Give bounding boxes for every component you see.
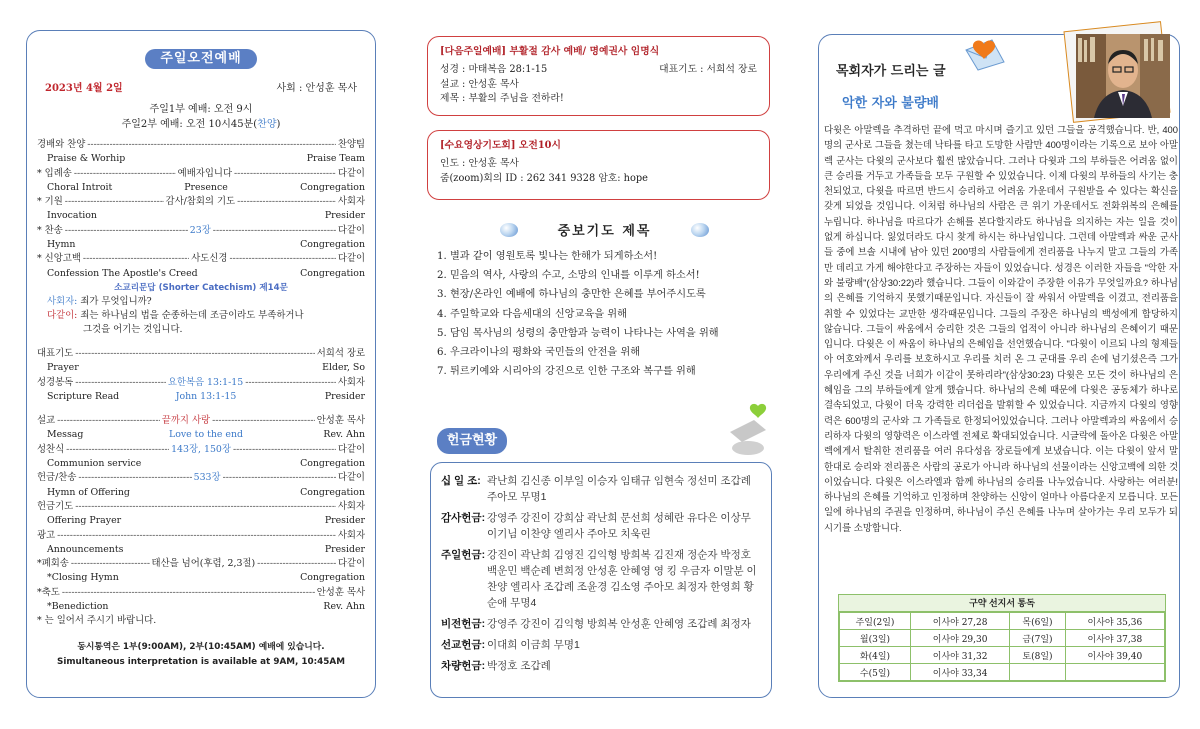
dash-leader [57,529,336,543]
order-row [37,195,365,209]
english-text: Congregation [300,181,365,193]
offering-names: 강영주 강진이 김익형 방희복 안성훈 안혜영 조갑례 최정자 [487,618,751,630]
order-item-detail: 예배자입니다 [177,167,232,179]
order-row [37,376,365,390]
next-week-box [427,36,770,116]
order-item-detail: 감사/참회의 기도 [165,196,236,208]
dash-leader [234,167,336,181]
order-row-english [37,543,365,557]
answer-text-1: 죄는 하나님의 법을 순종하는데 조금이라도 부족하거나 [80,309,304,321]
next-week-title: 제목 : 부활의 주님을 전하라! [440,93,564,104]
offering-names: 이대희 이금희 무명1 [487,639,580,651]
order-item-leader: 안성훈 목사 [316,415,365,427]
offering-row [441,547,761,611]
service-host: 사회 : 안성훈 목사 [276,83,357,94]
order-row [37,224,365,238]
reading-row [840,630,1165,647]
order-row-english [37,390,365,404]
reading-cell: 주일(2일) [840,613,911,630]
order-item-label: *폐회송 [37,558,69,570]
order-item-leader: 사회자 [337,529,365,541]
order-item-detail: 23장 [189,224,211,236]
order-item-leader: 사회자 [337,196,365,208]
offering-names: 박정호 조갑례 [487,660,551,672]
order-item-label: * 입례송 [37,167,72,179]
order-row-english [37,152,365,166]
prayer-section [437,220,772,381]
order-list-3 [37,414,365,614]
order-list-1 [37,138,365,281]
worship-title: 주일오전예배 [145,49,257,69]
english-text: Elder, So [322,362,365,374]
english-text: Presider [324,390,365,402]
english-text: Hymn of Offering [47,486,130,498]
offering-row [441,616,761,632]
dash-leader [87,138,336,152]
reading-row [840,647,1165,664]
offering-label: 비전헌금: [441,618,486,630]
service-time-2: 주일2부 예배: 오전 10시45분(찬양) [121,119,281,130]
wednesday-leader: 인도 : 안성훈 목사 [440,158,519,169]
order-item-label: 광고 [37,529,56,541]
dash-leader [229,252,335,266]
order-row [37,471,365,485]
order-row [37,443,365,457]
english-text: Presider [324,515,365,527]
offering-names: 곽난희 김신종 이부일 이승자 임태규 임현숙 정선미 조갑례 주아모 무명1 [487,475,751,503]
english-text: Announcements [47,543,124,555]
reading-cell: 이사야 33,34 [910,664,1009,681]
standing-note: * 는 일어서 주시기 바랍니다. [37,615,157,627]
offering-title: 헌금현황 [437,428,507,454]
dash-leader [66,443,169,457]
order-item-leader: 다같이 [337,224,365,236]
english-text: Choral Introit [47,181,113,193]
order-row [37,252,365,266]
order-item-label: *축도 [37,586,60,598]
dash-leader [71,557,150,571]
english-text: Scripture Read [47,390,120,402]
dash-leader [213,224,336,238]
order-row-english [37,361,365,375]
order-item-leader: 다같이 [337,253,365,265]
order-item-label: 성경봉독 [37,376,74,388]
reading-cell: 이사야 37,38 [1065,630,1164,647]
order-item-label: 설교 [37,415,56,427]
english-text: *Benediction [47,601,109,613]
dash-leader [75,376,166,390]
offering-row [441,510,761,542]
next-week-scripture: 성경 : 마태복음 28:1-15 [440,64,548,75]
offering-row [441,473,761,505]
wednesday-box [427,130,770,200]
wednesday-zoom: 줌(zoom)회의 ID : 262 341 9328 암호: hope [440,172,648,184]
reading-cell: 월(3일) [840,630,911,647]
next-week-preacher: 설교 : 안성훈 목사 [440,78,519,90]
offering-row [441,658,761,674]
order-row [37,414,365,428]
prayer-item: 4. 주일학교와 다음세대의 신앙교육을 위해 [437,308,627,320]
english-text: *Closing Hymn [47,572,119,584]
english-text: Love to the end [168,429,243,441]
reading-cell [1010,664,1065,681]
pastor-letter-body: 다윗은 아말렉을 추격하던 끝에 먹고 마시며 즐기고 있던 그들을 공격했습니다. 반, 400명의 군사로 그들을 쳤는데 낙타를 타고 도망한 사람만 400명이라는 기록으로 보아 아말렉 군사는 다윗의 군사보다 훨씬 많았습니다. 그러나 다윗과 그의 부하들은 어려움 없이 큰 승리를 거두고 가족들을 모두 구원할 수 있었습니다. 이제 다윗의 부하들의 사기는 충천되었고, 다윗을 따르면 반드시 승리하고 어려움 가운데서 구원받을 수 있다는 확신을 갖게 되었을 것입니다. 이처럼 하나님의 사람은 큰 위기 가운데서도 전화위복의 은혜를 누립니다. 하나님을 따르다가 손해를 본다할지라도 하나님을 의지하는 자는 일을 것이 없게 하십니다. 잃었더라도 다시 찾게 하시는 하나님입니다. 그런데 아말렉과 싸운 군사들 중에 브솔 시내에 남아 있던 200명의 사람들에게 전리품을 나누지 말고 그들의 가족만 데리고 가게 해야한다고 주장하는 자들이 있었습니다. 성경은 이러한 자들을 "악한 자와 불량배"(삼상30:22)라 했습니다. 그들이 이와같이 주장한 이유가 무엇일까요? 하나님의 은혜를 기억하지 못했기때문입니다. 자신들이 잘 싸워서 아말렉을 이겼고, 전리품을 취할 수 있었다는 교만한 생각때문입니다. 그들의 주장은 하나님의 백성에게 합당하지 않습니다. 그들이 싸움에서 승리한 것은 그들의 업적이 아니라 하나님의 은혜이기 때문입니다. 다윗은 이 싸움이 하나님의 은혜임을 선언했습니다. "다윗이 이르되 나의 형제들아 여호와께서 우리를 보호하시고 우리를 치러 온 그 군대를 우리 손에 넘기셨은즉 그가 우리에게 주신 것을 너희가 이같이 못하리라"(삼상30:23) 다윗은 모든 것이 하나님의 은혜임을 그의 부하들에게 알게 했습니다. 하나님의 은혜 때문에 다윗은 공동체가 하나로 결속되었고, 다윗이 더욱 강력한 리더쉽을 발휘할 수 있었습니다. 지금까지 다윗의 영향력은 600명의 군사와 그 가족들로 한정되어있었습니다. 그러나 아말렉과의 싸움에서 승리하자 다윗의 영향력은 이스라엘 전체로 확대되었습니다. 시글락에 돌아온 다윗은 아말렉에게서 탈취한 전리품을 여러 유다성읍 장로들에게 보냈습니다. 이는 다윗이 앞서 말한대로 승리와 전리품은 사람의 공로가 아니라 하나님의 선물이라는 신앙고백에 의한 것이었습니다. 다윗은 이스라엘과 함께 하나님의 승리를 나누었습니다. 사랑하는 여러분! 하나님의 은혜를 기억하고 인정하며 찬양하는 신앙이 얼마나 아름다운지 모릅니다. 모든 일에 하나님의 주권을 인정하며, 하나님이 주신 은혜를 나누며 살아가는 우리 모두가 되시기를 소망합니다. [824,124,1178,533]
offering-label: 선교헌금: [441,639,486,651]
order-row [37,586,365,600]
reading-cell: 목(6일) [1010,613,1065,630]
worship-order-panel [26,30,376,698]
english-text: Congregation [300,572,365,584]
order-row-english [37,600,365,614]
reading-cell: 수(5일) [840,664,911,681]
offering-row [441,637,761,653]
english-text: Messag [47,429,84,441]
heart-decoration-icon [726,402,772,458]
reading-plan [838,594,1166,682]
reading-row [840,664,1165,681]
wednesday-head: [수요영상기도회] 오전10시 [440,140,561,151]
offering-label: 주일헌금: [441,549,486,561]
english-text: John 13:1-15 [175,390,237,402]
reading-cell: 이사야 39,40 [1065,647,1164,664]
order-item-label: 헌금/찬송 [37,472,77,484]
order-row-english [37,457,365,471]
order-item-leader: 찬양팀 [337,139,365,150]
offering-label: 차량헌금: [441,660,486,672]
interpretation-note-en: Simultaneous interpretation is available at 9AM, 10:45AM [57,657,345,668]
order-item-leader: 다같이 [337,167,365,179]
order-row-english [37,428,365,442]
english-text: Rev. Ahn [323,601,365,613]
service-date: 2023년 4월 2일 [45,83,123,94]
offering-box [430,462,772,698]
order-row [37,557,365,571]
english-text: Congregation [300,458,365,470]
answer-label: 다같이: [47,309,78,321]
dash-leader [62,586,315,600]
english-text: Invocation [47,210,97,222]
dash-leader [74,167,176,181]
order-item-leader: 사회자 [337,376,365,388]
reading-cell: 이사야 35,36 [1065,613,1164,630]
dash-leader [223,471,336,485]
dash-leader [212,414,315,428]
order-item-leader: 다같이 [337,472,365,484]
order-item-label: 대표기도 [37,347,74,359]
english-text: Presider [324,210,365,222]
order-item-detail: 끝까지 사랑 [161,415,211,427]
prayer-item: 6. 우크라이나의 평화와 국민들의 안전을 위해 [437,347,641,359]
order-item-leader: 안성훈 목사 [316,586,365,598]
english-text: Praise & Worhip [47,153,126,165]
envelope-heart-icon [962,36,1008,72]
order-row-english [37,267,365,281]
dash-leader [257,557,336,571]
reading-cell: 토(8일) [1010,647,1065,664]
order-item-leader: 다같이 [337,558,365,570]
english-text: Prayer [47,362,79,374]
offering-names: 강영주 강진이 강희삼 곽난희 문선희 성혜란 유다은 이상무 이기님 이찬양 엘리사 주아모 치욱린 [487,512,751,540]
dash-leader [237,195,336,209]
order-item-detail: 사도신경 [191,253,228,265]
order-row-english [37,486,365,500]
english-text: Presider [324,543,365,555]
order-row-english [37,514,365,528]
reading-row [840,613,1165,630]
order-item-detail: 533장 [193,472,221,484]
dash-leader [233,443,336,457]
order-list-2 [37,347,365,404]
reading-cell: 이사야 29,30 [910,630,1009,647]
order-row-english [37,181,365,195]
order-row [37,529,365,543]
order-row [37,138,365,152]
bubble-icon [691,223,709,237]
dash-leader [75,347,315,361]
prayer-title: 중보기도 제목 [557,224,652,239]
service-time-1: 주일1부 예배: 오전 9시 [149,104,253,115]
order-item-leader: 서희석 장로 [316,347,365,359]
english-text: Communion service [47,458,142,470]
interpretation-note-ko: 동시통역은 1부(9:00AM), 2부(10:45AM) 예배에 있습니다. [77,642,325,653]
english-text: Offering Prayer [47,515,122,527]
next-week-prayer: 대표기도 : 서희석 장로 [659,64,757,75]
dash-leader [83,252,189,266]
offering-label: 십 일 조: [441,475,481,487]
dash-leader [65,224,188,238]
catechism-title: 소교리문답 (Shorter Catechism) 제14문 [114,282,288,293]
order-row-english [37,209,365,223]
order-item-leader: 사회자 [337,500,365,512]
english-text: Rev. Ahn [323,429,365,441]
order-item-label: * 찬송 [37,224,63,236]
prayer-item: 7. 튀르키예와 시리아의 강진으로 인한 구조와 복구를 위해 [437,366,696,378]
order-item-label: * 기원 [37,196,63,208]
order-item-label: 헌금기도 [37,500,74,512]
prayer-list [437,247,772,381]
order-row-english [37,238,365,252]
answer-text-2: 그것을 어기는 것입니다. [83,323,183,335]
offering-names: 강진이 곽난희 김영진 김익형 방희복 김진재 정순자 박정호 백운민 백순례 변희정 안성훈 안혜영 영 킹 우금자 이말분 이찬양 엘리사 조갑례 조윤경 김소영 주아모 최정자 한영희 황순애 무명4 [487,549,757,609]
dash-leader [57,414,160,428]
next-week-head: [다음주일예배] 부활절 감사 예배/ 명예권사 임명식 [440,46,660,57]
reading-cell: 화(4일) [840,647,911,664]
question-label: 사회자: [47,295,78,307]
pastor-letter-subtitle: 악한 자와 불량배 [842,96,939,111]
prayer-item: 3. 현장/온라인 예배에 하나님의 충만한 은혜를 부어주시도록 [437,289,706,301]
dash-leader [65,195,164,209]
prayer-item: 2. 믿음의 역사, 사랑의 수고, 소망의 인내를 이루게 하소서! [437,270,700,282]
english-text: Confession The Apostle's Creed [47,267,198,279]
english-text: Presence [184,181,228,193]
dash-leader [78,471,191,485]
reading-table [839,612,1165,681]
reading-cell: 이사야 27,28 [910,613,1009,630]
order-item-detail: 143장, 150장 [171,443,231,455]
english-text: Hymn [47,239,76,251]
order-item-detail: 요한복음 13:1-15 [167,376,244,388]
order-row [37,500,365,514]
pastor-photo [1076,34,1170,118]
pastor-letter-header: 목회자가 드리는 글 [836,64,946,79]
dash-leader [245,376,336,390]
order-item-label: * 신앙고백 [37,253,81,265]
question-text: 죄가 무엇입니까? [80,295,152,307]
english-text: Congregation [300,486,365,498]
english-text: Congregation [300,267,365,279]
catechism-qa [37,295,365,337]
reading-cell [1065,664,1164,681]
english-text: Praise Team [306,153,365,165]
order-item-label: 경배와 찬양 [37,139,86,150]
offering-label: 감사헌금: [441,512,486,524]
bubble-icon [500,223,518,237]
order-row-english [37,571,365,585]
prayer-item: 5. 담임 목사님의 성령의 충만함과 능력이 나타나는 사역을 위해 [437,327,719,339]
reading-plan-title: 구약 선지서 통독 [839,595,1165,612]
order-item-leader: 다같이 [337,443,365,455]
prayer-item: 1. 별과 같이 영원토록 빛나는 한해가 되게하소서! [437,251,658,262]
order-item-label: 성찬식 [37,443,65,455]
reading-cell: 이사야 31,32 [910,647,1009,664]
dash-leader [75,500,336,514]
order-item-detail: 태산을 넘어(후렴, 2,3절) [151,558,256,570]
reading-cell: 금(7일) [1010,630,1065,647]
order-row [37,167,365,181]
english-text: Congregation [300,239,365,251]
order-row [37,347,365,361]
